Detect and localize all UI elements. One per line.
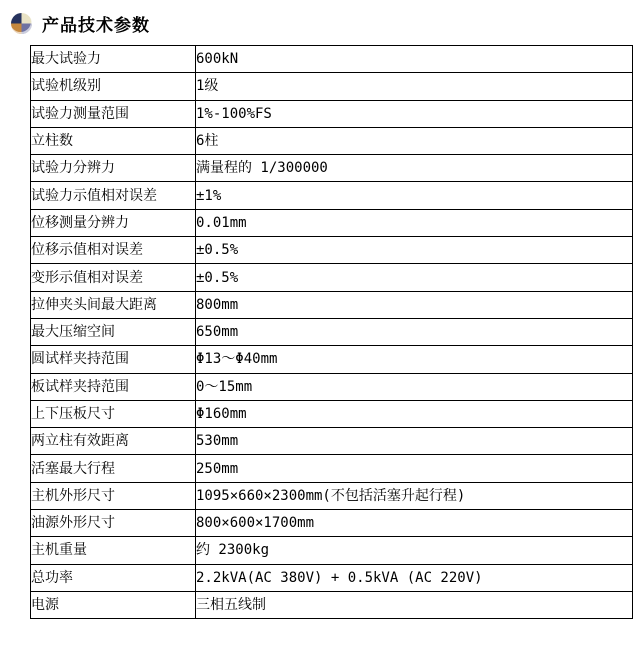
param-value: 2.2kVA(AC 380V) + 0.5kVA (AC 220V) bbox=[196, 564, 633, 591]
param-value: 530mm bbox=[196, 428, 633, 455]
param-value: 0.01mm bbox=[196, 209, 633, 236]
param-value: 1%-100%FS bbox=[196, 100, 633, 127]
param-value: 800mm bbox=[196, 291, 633, 318]
spec-table-body bbox=[31, 46, 633, 619]
param-label: 油源外形尺寸 bbox=[31, 510, 196, 537]
table-row bbox=[31, 428, 633, 455]
param-value: 满量程的 1/300000 bbox=[196, 155, 633, 182]
param-label: 电源 bbox=[31, 591, 196, 618]
param-label: 立柱数 bbox=[31, 127, 196, 154]
table-row bbox=[31, 318, 633, 345]
sphere-quadrant-icon bbox=[11, 13, 32, 34]
param-label: 最大试验力 bbox=[31, 46, 196, 73]
param-label: 最大压缩空间 bbox=[31, 318, 196, 345]
param-label: 两立柱有效距离 bbox=[31, 428, 196, 455]
param-label: 试验力分辨力 bbox=[31, 155, 196, 182]
page-title: 产品技术参数 bbox=[42, 15, 150, 36]
table-row bbox=[31, 510, 633, 537]
page-header bbox=[0, 0, 643, 38]
param-label: 上下压板尺寸 bbox=[31, 400, 196, 427]
table-row bbox=[31, 237, 633, 264]
param-value: 三相五线制 bbox=[196, 591, 633, 618]
table-row bbox=[31, 182, 633, 209]
table-row bbox=[31, 346, 633, 373]
param-value: 250mm bbox=[196, 455, 633, 482]
table-row bbox=[31, 100, 633, 127]
param-value: 650mm bbox=[196, 318, 633, 345]
param-label: 试验机级别 bbox=[31, 73, 196, 100]
table-row bbox=[31, 291, 633, 318]
spec-table bbox=[30, 45, 633, 619]
param-label: 位移测量分辨力 bbox=[31, 209, 196, 236]
table-row bbox=[31, 73, 633, 100]
table-row bbox=[31, 155, 633, 182]
table-row bbox=[31, 400, 633, 427]
param-label: 试验力示值相对误差 bbox=[31, 182, 196, 209]
param-label: 拉伸夹头间最大距离 bbox=[31, 291, 196, 318]
param-value: 约 2300kg bbox=[196, 537, 633, 564]
param-value: 0～15mm bbox=[196, 373, 633, 400]
param-label: 试验力测量范围 bbox=[31, 100, 196, 127]
param-label: 总功率 bbox=[31, 564, 196, 591]
table-row bbox=[31, 455, 633, 482]
param-value: ±1% bbox=[196, 182, 633, 209]
table-row bbox=[31, 264, 633, 291]
param-label: 变形示值相对误差 bbox=[31, 264, 196, 291]
param-label: 位移示值相对误差 bbox=[31, 237, 196, 264]
param-label: 主机重量 bbox=[31, 537, 196, 564]
table-row bbox=[31, 591, 633, 618]
param-label: 活塞最大行程 bbox=[31, 455, 196, 482]
param-value: Φ160mm bbox=[196, 400, 633, 427]
table-row bbox=[31, 373, 633, 400]
param-value: 1095×660×2300mm(不包括活塞升起行程) bbox=[196, 482, 633, 509]
param-value: ±0.5% bbox=[196, 264, 633, 291]
table-row bbox=[31, 46, 633, 73]
param-value: 800×600×1700mm bbox=[196, 510, 633, 537]
param-label: 圆试样夹持范围 bbox=[31, 346, 196, 373]
param-value: 600kN bbox=[196, 46, 633, 73]
param-value: ±0.5% bbox=[196, 237, 633, 264]
table-row bbox=[31, 564, 633, 591]
param-label: 板试样夹持范围 bbox=[31, 373, 196, 400]
table-row bbox=[31, 127, 633, 154]
param-value: 1级 bbox=[196, 73, 633, 100]
table-row bbox=[31, 209, 633, 236]
param-value: 6柱 bbox=[196, 127, 633, 154]
table-row bbox=[31, 482, 633, 509]
param-label: 主机外形尺寸 bbox=[31, 482, 196, 509]
param-value: Φ13～Φ40mm bbox=[196, 346, 633, 373]
table-row bbox=[31, 537, 633, 564]
